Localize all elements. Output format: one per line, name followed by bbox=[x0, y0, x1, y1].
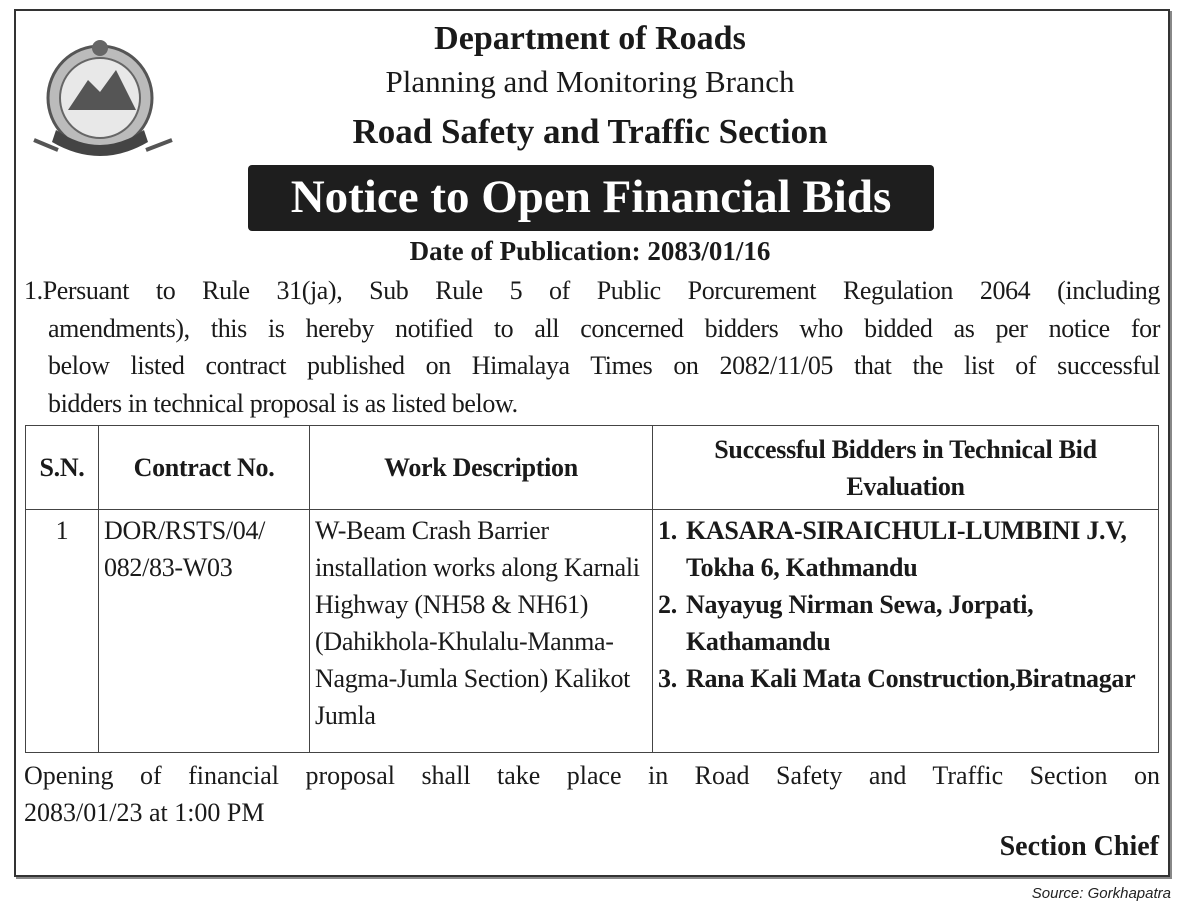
bidder-item bbox=[658, 512, 1153, 586]
publication-date: Date of Publication: 2083/01/16 bbox=[409, 236, 771, 266]
bidder-name: KASARA-SIRAICHULI-LUMBINI J.V, Tokha 6, Kathmandu bbox=[686, 516, 1127, 583]
paragraph-line: 1.Persuant to Rule 31(ja), Sub Rule 5 of Public Porcurement Regulation 2064 (including bbox=[24, 276, 1160, 305]
opening-statement bbox=[24, 757, 1160, 831]
paragraph-line: amendments), this is hereby notified to all concerned bidders who bidded as per notice for bbox=[48, 313, 1160, 343]
opening-line: Opening of financial proposal shall take place in Road Safety and Traffic Section on bbox=[24, 761, 1160, 790]
notice-paragraph bbox=[24, 272, 1160, 422]
bidder-number: 1. bbox=[658, 516, 677, 546]
section-name: Road Safety and Traffic Section bbox=[352, 112, 828, 151]
paragraph-line: below listed contract published on Himalaya Times on 2082/11/05 that the list of successful bbox=[48, 351, 1160, 380]
notice-title: Notice to Open Financial Bids bbox=[248, 165, 934, 231]
government-emblem-icon bbox=[28, 30, 178, 170]
cell-contract-no: DOR/RSTS/04/ 082/83-W03 bbox=[99, 510, 310, 753]
cell-sn: 1 bbox=[26, 510, 99, 753]
table-row bbox=[26, 510, 1159, 753]
bidder-name: Rana Kali Mata Construction,Biratnagar bbox=[686, 664, 1136, 694]
opening-line: 2083/01/23 at 1:00 PM bbox=[24, 798, 265, 827]
bidder-number: 2. bbox=[658, 590, 677, 620]
signature-section-chief: Section Chief bbox=[999, 831, 1159, 862]
branch-name: Planning and Monitoring Branch bbox=[385, 64, 795, 99]
source-credit: Source: Gorkhapatra bbox=[1031, 885, 1171, 902]
table-header-row bbox=[26, 426, 1159, 510]
header-contract-no: Contract No. bbox=[99, 426, 310, 510]
department-name: Department of Roads bbox=[434, 20, 746, 57]
bidder-item bbox=[658, 586, 1153, 660]
bidder-number: 3. bbox=[658, 664, 677, 694]
header-successful-bidders: Successful Bidders in Technical Bid Evaluation bbox=[653, 426, 1159, 510]
bidders-table bbox=[25, 425, 1159, 753]
bidder-name: Nayayug Nirman Sewa, Jorpati, Kathamandu bbox=[686, 590, 1034, 657]
paragraph-line: bidders in technical proposal is as listed below. bbox=[48, 388, 518, 418]
cell-work-description: W-Beam Crash Barrier installation works along Karnali Highway (NH58 & NH61) (Dahikhola-Khulalu-Manma-Nagma-Jumla Section) Kalikot Jumla bbox=[310, 510, 653, 753]
cell-bidders bbox=[653, 510, 1159, 753]
bidder-item bbox=[658, 660, 1153, 697]
header-sn: S.N. bbox=[26, 426, 99, 510]
header-work-description: Work Description bbox=[310, 426, 653, 510]
